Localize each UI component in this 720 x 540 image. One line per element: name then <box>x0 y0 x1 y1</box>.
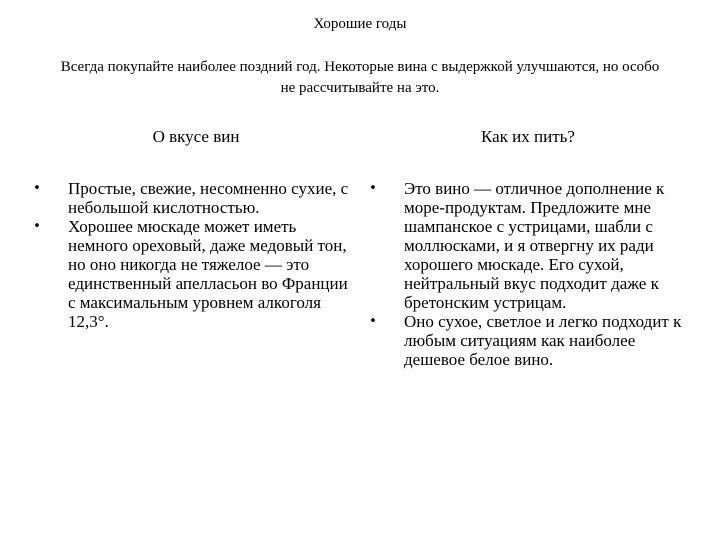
list-item <box>30 217 350 331</box>
bullet-text: Оно сухое, светлое и легко подходит к любым ситуациям как наиболее дешевое белое вино. <box>404 312 682 369</box>
bullet-icon: • <box>369 181 377 196</box>
left-column-heading: О вкусе вин <box>152 127 240 146</box>
bullet-icon: • <box>33 219 41 234</box>
left-bullet-list <box>30 179 350 331</box>
bullet-icon: • <box>369 314 377 329</box>
list-item <box>366 179 700 312</box>
slide-title: Хорошие годы <box>313 16 407 32</box>
list-item <box>30 179 350 217</box>
bullet-icon: • <box>33 181 41 196</box>
slide-subtitle: Всегда покупайте наиболее поздний год. Некоторые вина с выдержкой улучшаются, но особо не рассчитывайте на это. <box>60 59 660 96</box>
bullet-text: Это вино — отличное дополнение к море-продуктам. Предложите мне шампанское с устрицами, шабли с моллюсками, и я отвергну их ради хорошего мюскаде. Его сухой, нейтральный вкус подходит даже к бретонским устрицам. <box>404 179 665 312</box>
right-column-heading: Как их пить? <box>481 127 575 146</box>
bullet-text: Простые, свежие, несомненно сухие, с небольшой кислотностью. <box>68 179 349 217</box>
list-item <box>366 312 700 369</box>
right-bullet-list <box>366 179 700 369</box>
bullet-text: Хорошее мюскаде может иметь немного ореховый, даже медовый тон, но оно никогда не тяжелое — это единственный апелласьон во Франции с максимальным уровнем алкоголя 12,3°. <box>68 217 348 331</box>
